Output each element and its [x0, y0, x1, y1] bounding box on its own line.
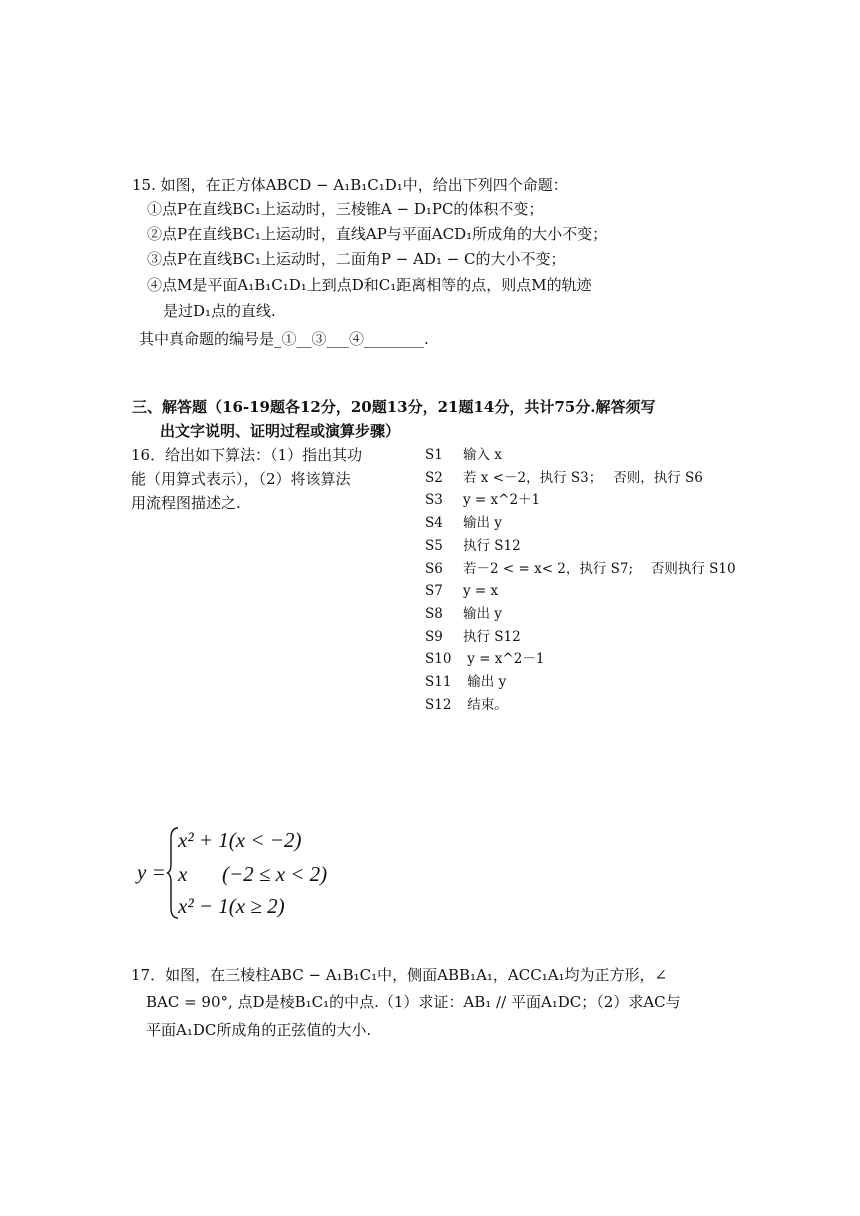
q15-proposition-2: ②点P在直线BC₁上运动时，直线AP与平面ACD₁所成角的大小不变；: [147, 225, 608, 243]
q15-proposition-4-cont: 是过D₁点的直线.: [163, 302, 276, 320]
q16-text-1: 16．给出如下算法：（1）指出其功: [131, 446, 363, 464]
q15-proposition-1: ①点P在直线BC₁上运动时，三棱锥A − D₁PC的体积不变；: [147, 200, 544, 218]
q16-text-2: 能（用算式表示），（2）将该算法: [131, 470, 351, 488]
algorithm-step: S3 y = x^2＋1: [425, 492, 541, 509]
algorithm-step: S8 输出 y: [425, 605, 502, 622]
q15-stem: 15. 如图，在正方体ABCD − A₁B₁C₁D₁中，给出下列四个命题：: [132, 176, 568, 194]
formula-row-2-expr: x: [178, 862, 188, 886]
algorithm-step: S9 执行 S12: [425, 628, 521, 645]
q17-line-3: 平面A₁DC所成角的正弦值的大小.: [146, 1021, 372, 1039]
algorithm-step: S6 若－2 < = x< 2，执行 S7; 否则执行 S10: [425, 560, 736, 577]
algorithm-step: S1 输入 x: [425, 447, 502, 463]
algorithm-step: S5 执行 S12: [425, 537, 521, 554]
formula-row-2-cond: (−2 ≤ x < 2): [222, 862, 328, 886]
q17-line-1: 17．如图，在三棱柱ABC − A₁B₁C₁中，侧面ABB₁A₁，ACC₁A₁均为正方形，∠: [131, 966, 668, 984]
algorithm-step: S11 输出 y: [425, 674, 507, 691]
algorithm-step: S4 输出 y: [425, 515, 502, 532]
formula-row-3: x² − 1(x ≥ 2): [178, 894, 285, 918]
algorithm-step: S12 结束。: [425, 696, 508, 713]
section-3-line-1: 三、解答题（16-19题各12分，20题13分，21题14分，共计75分.解答须写: [132, 398, 656, 416]
algorithm-step: S10 y = x^2－1: [425, 651, 545, 668]
formula-row-1: x² + 1(x < −2): [178, 828, 302, 852]
q16-text-3: 用流程图描述之.: [131, 494, 241, 512]
q15-answer: 其中真命题的编号是_①__③___④________.: [139, 330, 429, 348]
q15-proposition-4: ④点M是平面A₁B₁C₁D₁上到点D和C₁距离相等的点，则点M的轨迹: [147, 276, 592, 294]
section-3-line-2: 出文字说明、证明过程或演算步骤）: [160, 422, 401, 440]
q17-line-2: BAC = 90°, 点D是棱B₁C₁的中点.（1）求证：AB₁ // 平面A₁DC；（2）求AC与: [146, 993, 681, 1011]
algorithm-step: S7 y = x: [425, 583, 499, 600]
algorithm-step: S2 若 x <－2，执行 S3； 否则，执行 S6: [425, 469, 703, 486]
q15-proposition-3: ③点P在直线BC₁上运动时，二面角P − AD₁ − C的大小不变；: [147, 250, 566, 268]
algorithm-steps: [425, 444, 736, 716]
formula-lhs: y =: [137, 860, 166, 884]
